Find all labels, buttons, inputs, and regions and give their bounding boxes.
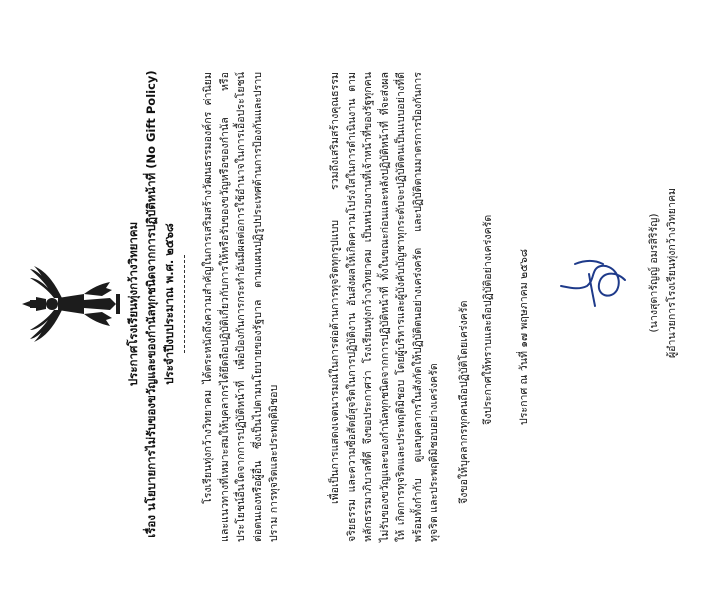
announcement-date: ประกาศ ณ วันที่ ๑๗ พฤษภาคม ๒๕๖๘	[518, 248, 530, 425]
practice-line: จึงขอให้บุคลากรทุกคนถือปฏิบัติโดยเคร่งครัด	[458, 300, 470, 504]
announcement-fiscal-year: ประจำปีงบประมาณ พ.ศ. ๒๕๖๘	[162, 223, 176, 385]
garuda-emblem-icon	[18, 264, 122, 344]
paragraph-1: โรงเรียนทุ่งกว้างวิทยาคม ได้ตระหนักถึงความสำคัญในการเสริมสร้างวัฒนธรรมองค์กร ค่านิยม และแนวทางที่เหมาะสมให้บุคลากรได้ยึดถือปฏิบัติเกี่ยวกับการให้หรือรับของขวัญหรือของกำนัล หรือประโยชน์อื่นใดจากการปฏิบัติหน้าที่ เพื่อป้องกันการกระทำอันมีผลต่อการใช้อำนาจในการเอื้อประโยชน์ ต่อตนเองหรือผู้อื่น ซึ่งเป็นไปตามนโยบายของรัฐบาล ตามแผนปฏิรูปประเทศด้านการป้องกันและปราบปราม การทุจริตและประพฤติมิชอบ	[202, 72, 280, 542]
divider	[184, 255, 185, 353]
announcement-subject: เรื่อง นโยบายการไม่รับของขวัญและของกำนัลทุกชนิดจากการปฏิบัติหน้าที่ (No Gift Policy)	[144, 70, 158, 538]
paragraph-2: เพื่อเป็นการแสดงเจตนารมณ์ในการต่อต้านการทุจริตทุกรูปแบบ รวมถึงเสริมสร้างคุณธรรม จริยธรรม และความซื่อสัตย์สุจริตในการปฏิบัติงาน อันส่งผลให้เกิดความโปร่งใสในการดำเนินงาน ตามหลักธรรมาภิบาลที่ดี จึงขอประกาศว่า โรงเรียนทุ่งกว้างวิทยาคม เป็นหน่วยงานที่เจ้าหน้าที่ของรัฐทุกคน ไม่รับของขวัญและของกำนัลทุกชนิดจากการปฏิบัติหน้าที่ ทั้งในขณะก่อนและหลังปฏิบัติหน้าที่ ที่จะส่งผลให้ เกิดการทุจริตและประพฤติมิชอบ โดยผู้บริหารและผู้บังคับบัญชาทุกระดับจะปฏิบัติตนเป็นแบบอย่างที่ดี พร้อมทั้งกำกับ ดูแลบุคลากรในสังกัดให้ปฏิบัติตนอย่างเคร่งครัด และปฏิบัติตามมาตรการป้องกันการทุจริต และประพฤติมิชอบอย่างเคร่งครัด	[329, 72, 440, 542]
signatory-position: ผู้อำนวยการโรงเรียนทุ่งกว้างวิทยาคม	[666, 187, 678, 359]
signature-icon	[555, 238, 635, 326]
announce-line: จึงประกาศให้ทราบและถือปฏิบัติอย่างเคร่งครัด	[482, 214, 494, 425]
signatory-name: (นางสุดารัญญ์ อมรสิริรัญ)	[648, 213, 660, 333]
announcement-heading: ประกาศโรงเรียนทุ่งกว้างวิทยาคม	[126, 221, 140, 387]
